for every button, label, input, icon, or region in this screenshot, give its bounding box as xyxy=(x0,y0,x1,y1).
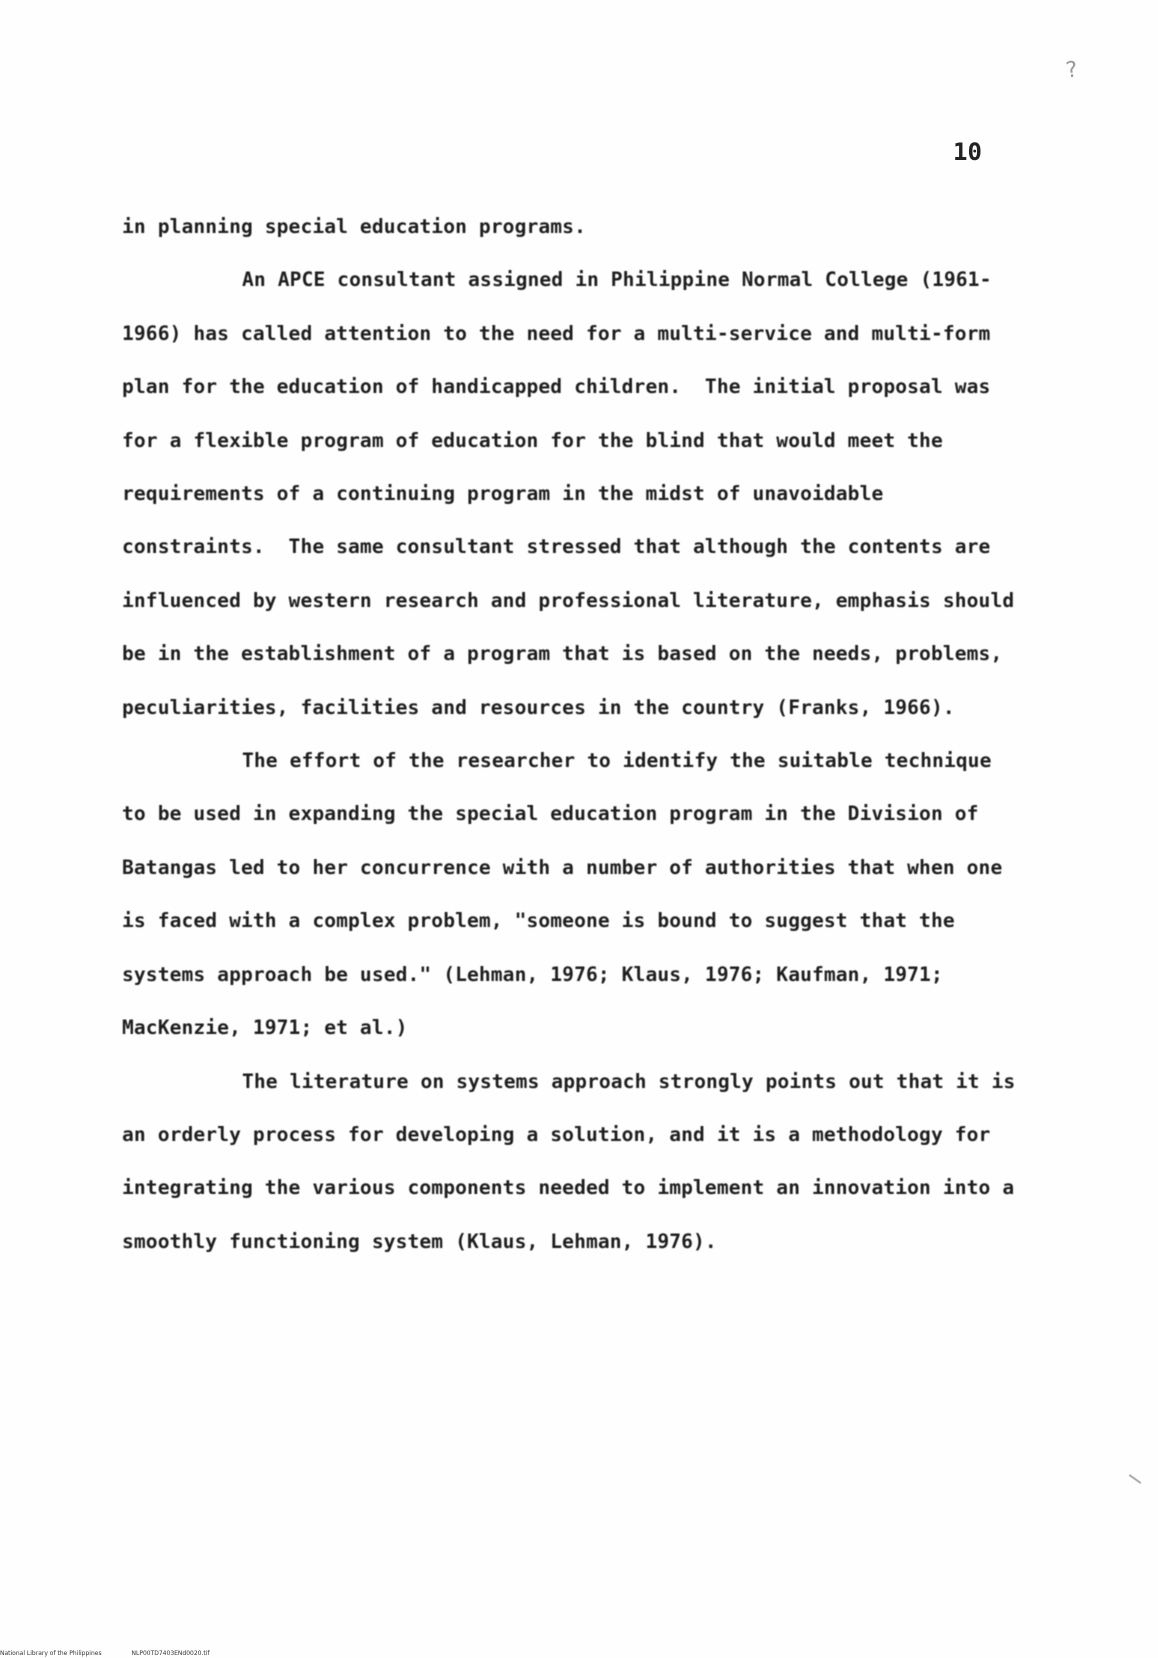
body-text xyxy=(122,200,1027,1268)
paragraph-systems-approach: The literature on systems approach strongly points out that it is an orderly process for developing a solution, and it is a methodology for integrating the various components needed to implement an innovation into a smoothly functioning system (Klaus, Lehman, 1976). xyxy=(122,1069,1028,1253)
footer-library: National Library of the Philippines xyxy=(0,1650,102,1657)
paragraph-continuation: in planning special education programs. xyxy=(122,215,586,238)
paragraph-researcher-effort: The effort of the researcher to identify the suitable technique to be used in expanding the special education program in the Division of Batangas led to her concurrence with a number of authorities that when one is faced with a complex problem, "someone is bound to suggest that the systems approach be used." (Lehman, 1976; Klaus, 1976; Kaufman, 1971; MacKenzie, 1971; et al.) xyxy=(122,749,1015,1040)
scan-footer xyxy=(0,1650,238,1657)
paragraph-apce-consultant: An APCE consultant assigned in Philippine Normal College (1961-1966) has called attention to the need for a multi-service and multi-form plan for the education of handicapped children. The initial proposal was for a flexible program of education for the blind that would meet the requirements of a continuing program in the midst of unavoidable constraints. The same consultant stressed that although the contents are influenced by western research and professional literature, emphasis should be in the establishment of a program that is based on the needs, problems, peculiarities, facilities and resources in the country (Franks, 1966). xyxy=(122,268,1027,719)
corner-pencil-mark: ? xyxy=(1064,57,1080,84)
footer-file-id: NLP00TD7403ENd0020.tif xyxy=(131,1650,210,1657)
margin-mark xyxy=(1129,1474,1142,1484)
page-number: 10 xyxy=(953,138,982,166)
